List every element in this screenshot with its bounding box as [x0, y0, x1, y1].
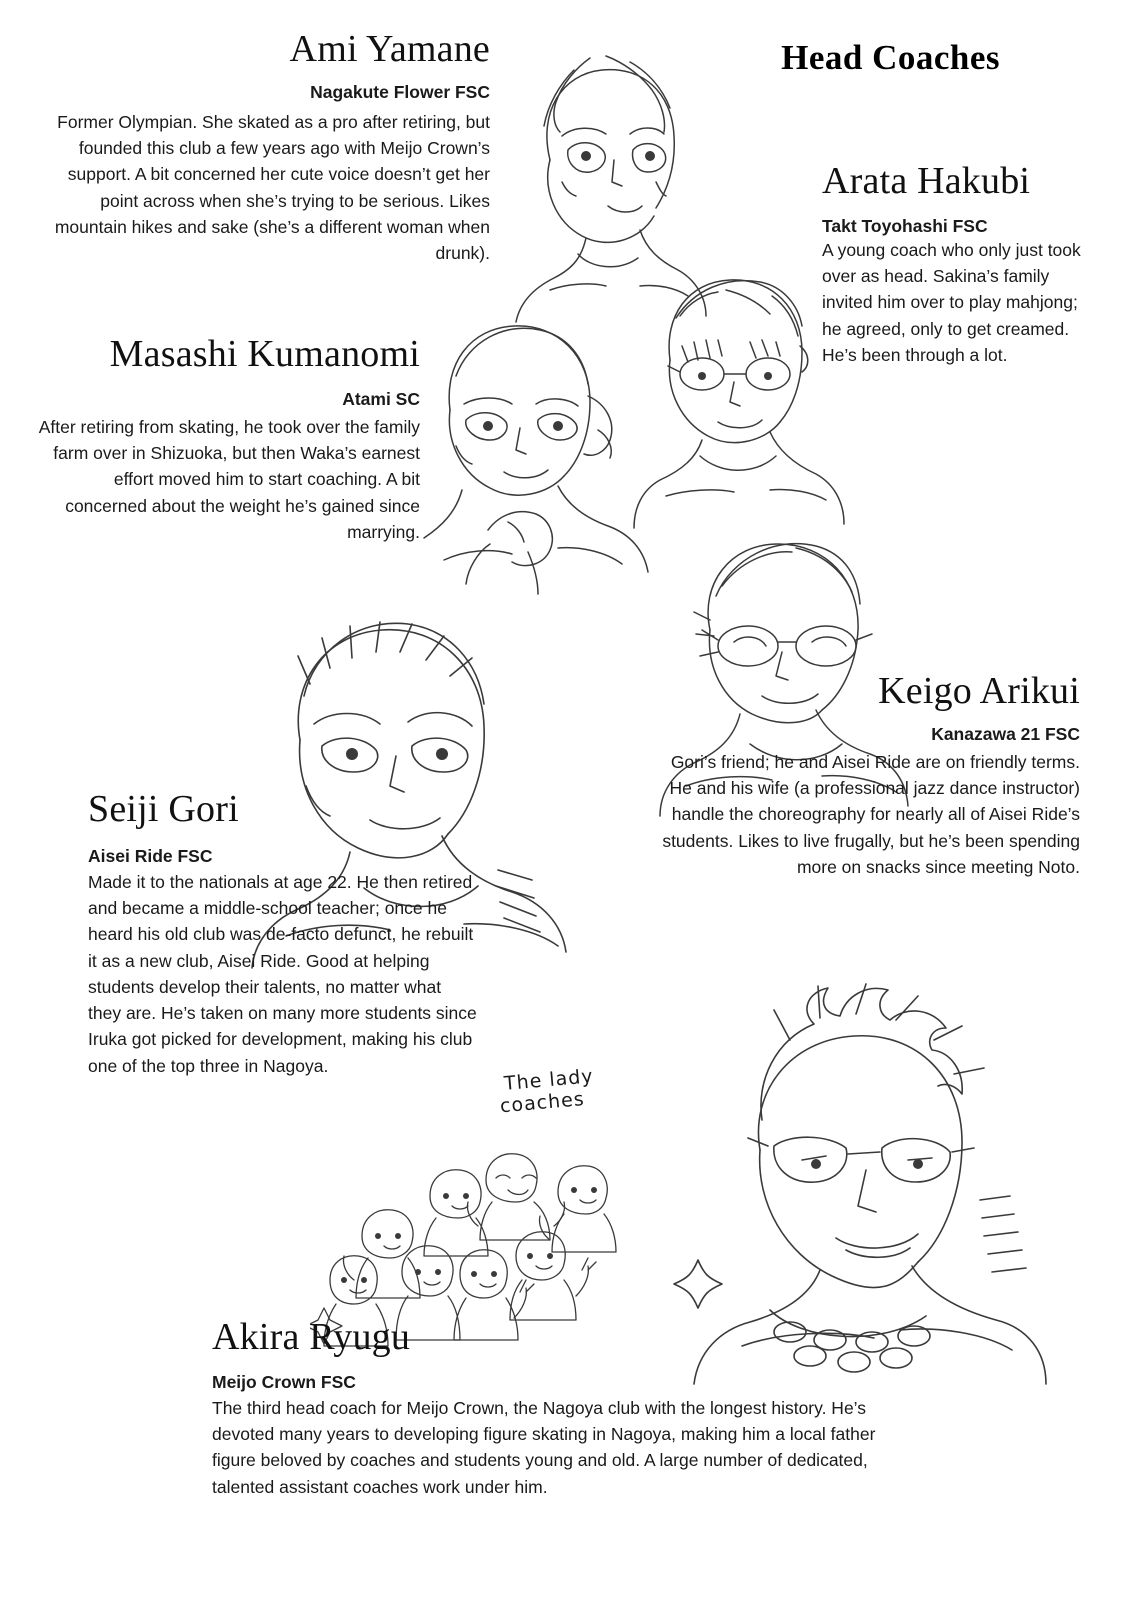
lady-coaches-caption [499, 1065, 596, 1118]
portrait-ami-yamane [490, 40, 720, 340]
coach-club: Meijo Crown FSC [212, 1371, 356, 1392]
coach-card-seiji-gori [88, 790, 478, 1079]
coach-name: Seiji Gori [88, 788, 239, 830]
coach-club: Takt Toyohashi FSC [822, 215, 988, 236]
portrait-arata-hakubi [630, 250, 850, 550]
coach-name: Ami Yamane [289, 28, 490, 70]
coach-description: Made it to the nationals at age 22. He then retired and became a middle-school teacher; once he heard his old club was de-facto defunct, he rebuilt it as a new club, Aisei Ride. Good at helping students develop their talents, no matter what they are. He’s taken on many more students since Iruka got picked for development, making his club one of the top three in Nagoya. [88, 871, 477, 1076]
coach-card-ami-yamane [40, 30, 490, 266]
coach-description: A young coach who only just took over as head. Sakina’s family invited him over to play mahjong; he agreed, only to get creamed. He’s been through a lot. [822, 239, 1081, 365]
coach-name: Keigo Arikui [878, 670, 1080, 712]
coach-club: Aisei Ride FSC [88, 845, 213, 866]
coach-description: Former Olympian. She skated as a pro after retiring, but founded this club a few years ago with Meijo Crown’s support. A bit concerned her cute voice doesn’t get her point across when she’s trying to be serious. Likes mountain hikes and sake (she’s a different woman when drunk). [54, 111, 490, 264]
coach-description: The third head coach for Meijo Crown, the Nagoya club with the longest history. He’s devoted many years to developing figure skating in Nagoya, making him a local father figure beloved by coaches and students young and old. A large number of dedicated, talented assistant coaches work under him. [212, 1397, 876, 1497]
coach-club: Atami SC [342, 388, 420, 409]
coach-card-keigo-arikui [660, 672, 1080, 880]
coach-card-arata-hakubi [822, 162, 1082, 368]
coach-name: Masashi Kumanomi [109, 333, 420, 375]
coach-name: Akira Ryugu [212, 1316, 411, 1358]
lady-coaches-caption-line1: The lady [503, 1065, 595, 1095]
lady-coaches-caption-line2: coaches [499, 1087, 586, 1118]
coach-description: After retiring from skating, he took over the family farm over in Shizuoka, but then Waka’s earnest effort moved him to start coaching. A bit concerned about the weight he’s gained since marrying. [38, 416, 420, 542]
coach-club: Kanazawa 21 FSC [931, 723, 1080, 744]
coach-description: Gori’s friend; he and Aisei Ride are on friendly terms. He and his wife (a professional jazz dance instructor) handle the choreography for nearly all of Aisei Ride’s students. Likes to live frugally, but he’s been spending more on snacks since meeting Noto. [662, 751, 1080, 877]
coach-name: Arata Hakubi [822, 160, 1031, 202]
coach-card-akira-ryugu [212, 1318, 884, 1500]
portrait-masashi-kumanomi [408, 300, 668, 620]
coach-club: Nagakute Flower FSC [310, 81, 490, 102]
coach-card-masashi-kumanomi [30, 335, 420, 545]
page-title: Head Coaches [781, 38, 1000, 77]
